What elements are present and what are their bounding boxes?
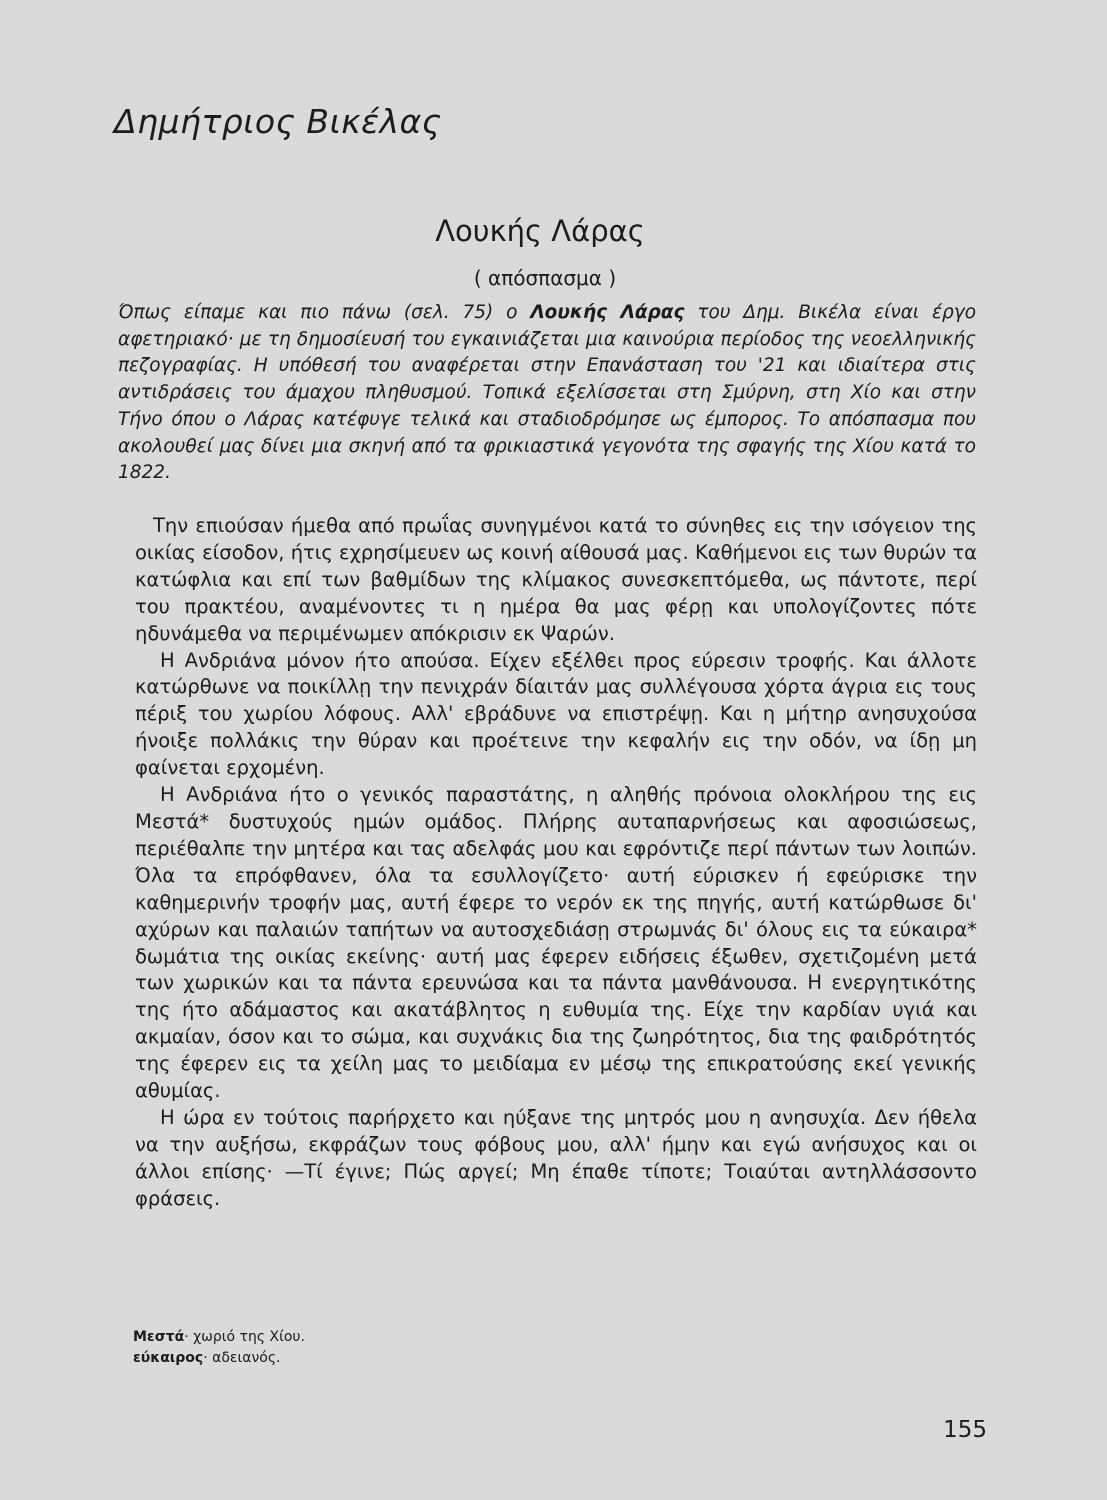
intro-paragraph xyxy=(118,300,976,487)
intro-text-rest: του Δημ. Βικέλα είναι έργο αφετηριακό· με τη δημοσίευσή του εγκαινιάζεται μια καινούρια περίοδος της νεοελληνικής πεζογραφίας. Η υπόθεσή του αναφέρεται στην Επανάσταση του '21 και ιδιαίτερα στις αντιδράσεις του άμαχου πληθυσμού. Τοπικά εξελίσσεται στη Σμύρνη, στη Χίο και στην Τήνο όπου ο Λάρας κατέφυγε τελικά και σταδιοδρόμησε ως έμπορος. Το απόσπασμα που ακολουθεί μας δίνει μια σκηνή από τα φρικιαστικά γεγονότα της σφαγής της Χίου κατά το 1822. xyxy=(118,302,977,484)
footnote xyxy=(133,1348,305,1369)
footnote-term: εύκαιρος xyxy=(133,1350,204,1366)
intro-text-start: Όπως είπαμε και πιο πάνω (σελ. 75) ο xyxy=(118,302,531,323)
author-heading: Δημήτριος Βικέλας xyxy=(114,102,442,141)
footnote-definition: · χωριό της Χίου. xyxy=(184,1329,305,1345)
body-paragraph: Η ώρα εν τούτοις παρήρχετο και ηύξανε της μητρός μου η ανησυχία. Δεν ήθελα να την αυξήσω, εκφράζων τους φόβους μου, αλλ' ήμην και εγώ ανήσυχος και οι άλλοι επίσης· —Τί έγινε; Πώς αργεί; Μη έπαθε τίποτε; Τοιαύται αντηλλάσσοντο φράσεις. xyxy=(135,1105,977,1210)
page-title: Λουκής Λάρας xyxy=(435,214,645,248)
footnote-definition: · αδειανός. xyxy=(203,1350,281,1366)
page-number: 155 xyxy=(943,1417,987,1443)
body-paragraph: Η Ανδριάνα μόνον ήτο απούσα. Είχεν εξέλθει προς εύρεσιν τροφής. Και άλλοτε κατώρθωνε να ποικίλλῃ την πενιχράν δίαιτάν μας συλλέγουσα χόρτα άγρια εις τους πέριξ του χωρίου λόφους. Αλλ' εβράδυνε να επιστρέψῃ. Και η μήτηρ ανησυχούσα ήνοιξε πολλάκις την θύραν και προέτεινε την κεφαλήν εις την οδόν, να ίδῃ μη φαίνεται ερχομένη. xyxy=(135,648,977,780)
footnote xyxy=(133,1327,305,1348)
footnotes xyxy=(133,1327,305,1369)
page-subtitle: ( απόσπασμα ) xyxy=(473,266,617,290)
body-paragraph: Η Ανδριάνα ήτο ο γενικός παραστάτης, η αληθής πρόνοια ολοκλήρου της εις Μεστά* δυστυχούς ημών ομάδος. Πλήρης αυταπαρνήσεως και αφοσιώσεως, περιέθαλπε την μητέρα και τας αδελφάς μου και εφρόντιζε περί πάντων των λοιπών. Όλα τα επρόφθανεν, όλα τα εσυλλογίζετο· αυτή εύρισκεν ή εφεύρισκε την καθημερινήν τροφήν μας, αυτή έφερε το νερόν εκ της πηγής, αυτή κατώρθωσε δι' αχύρων και παλαιών ταπήτων να αυτοσχεδιάσῃ στρωμνάς δι' όλους εις τα εύκαιρα* δωμάτια της οικίας εκείνης· αυτή μας έφερεν ειδήσεις έξωθεν, σχετιζομένη μετά των χωρικών και τα πάντα ερευνώσα και τα πάντα μανθάνουσα. Η ενεργητικότης της ήτο αδάμαστος και ακατάβλητος η ευθυμία της. Είχε την καρδίαν υγιά και ακμαίαν, όσον και το σώμα, και συχνάκις δια της ζωηρότητος, δια της φαιδρότητός της έφερεν εις τα χείλη μας το μειδίαμα εν μέσῳ της επικρατούσης εκεί γενικής αθυμίας. xyxy=(135,783,977,1103)
body-paragraph: Την επιούσαν ήμεθα από πρωΐας συνηγμένοι κατά το σύνηθες εις την ισόγειον της οικίας είσοδον, ήτις εχρησίμευεν ως κοινή αίθουσά μας. Καθήμενοι εις των θυρών τα κατώφλια και επί των βαθμίδων της κλίμακος συνεσκεπτόμεθα, ως πάντοτε, περί του πρακτέου, αναμένοντες τι η ημέρα θα μας φέρῃ και υπολογίζοντες πότε ηδυνάμεθα να περιμένωμεν απόκρισιν εκ Ψαρών. xyxy=(135,514,977,645)
footnote-term: Μεστά xyxy=(133,1329,185,1345)
body-text xyxy=(135,513,977,1213)
intro-bold-title: Λουκής Λάρας xyxy=(530,302,685,323)
